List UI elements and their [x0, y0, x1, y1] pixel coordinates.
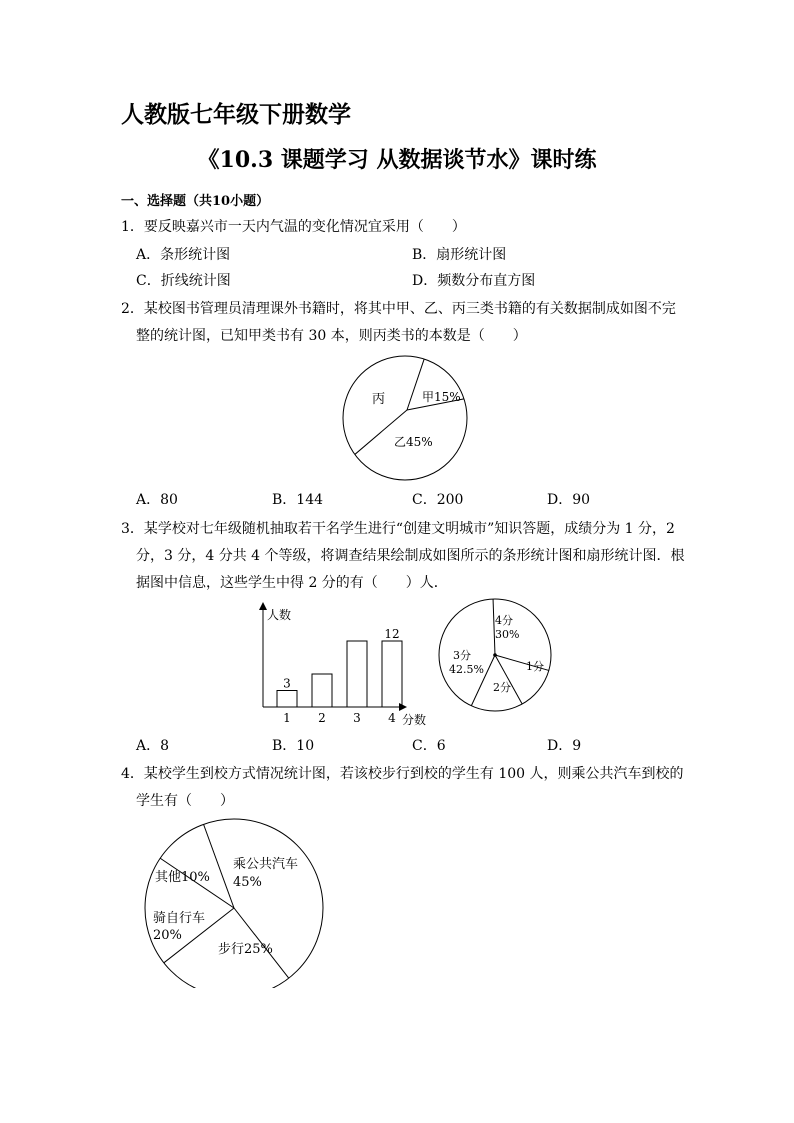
q2-option-a: A．80 — [136, 492, 178, 508]
q3-label-1: 1分 — [526, 660, 544, 673]
q1-option-b: B．扇形统计图 — [412, 247, 507, 263]
q3-label-2: 2分 — [493, 681, 511, 694]
q3-bar-4 — [382, 641, 402, 707]
q3-option-b: B．10 — [272, 738, 315, 754]
q2-label-jia: 甲15% — [422, 390, 461, 404]
document-subtitle: 《10.3 课题学习 从数据谈节水》课时练 — [197, 147, 597, 173]
q3-bar-1 — [277, 691, 297, 708]
q3-option-a: A．8 — [136, 738, 170, 754]
q2-pie-outline — [343, 356, 467, 480]
q3-x-axis-label: 分数 — [402, 713, 427, 727]
q3-slice-boundary-3 — [495, 655, 522, 704]
question-2-line-1: 2．某校图书管理员清理课外书籍时，将其中甲、乙、丙三类书籍的有关数据制成如图不完 — [121, 301, 676, 317]
document-title: 人教版七年级下册数学 — [121, 101, 351, 128]
q2-option-c: C．200 — [412, 492, 464, 508]
question-4-line-1: 4．某校学生到校方式情况统计图，若该校步行到校的学生有 100 人，则乘公共汽车到校的 — [121, 766, 684, 782]
q3-pie-center — [493, 653, 497, 657]
q3-option-d: D．9 — [547, 738, 582, 754]
q4-label-other: 其他10% — [155, 870, 210, 885]
q3-x-tick-2: 2 — [318, 711, 326, 725]
q3-bar-label-1: 3 — [283, 676, 291, 691]
q2-label-yi: 乙45% — [394, 435, 433, 449]
q3-bar-label-4: 12 — [384, 627, 400, 641]
q3-pie-chart — [435, 595, 555, 717]
q1-option-c: C．折线统计图 — [136, 273, 231, 289]
q1-option-a: A．条形统计图 — [136, 247, 231, 263]
q4-pie-chart — [138, 812, 334, 988]
question-2-line-2: 整的统计图，已知甲类书有 30 本，则丙类书的本数是（ ） — [136, 328, 527, 344]
question-3-line-3: 据图中信息，这些学生中得 2 分的有（ ）人． — [136, 575, 448, 591]
q4-label-walk: 步行25% — [218, 942, 273, 957]
q3-x-tick-1: 1 — [283, 711, 291, 725]
q4-pie-outline — [145, 819, 323, 988]
q3-x-tick-4: 4 — [388, 711, 396, 725]
q2-pie-chart — [330, 348, 480, 488]
q4-slice-boundary-1 — [204, 824, 234, 908]
q1-option-d: D．频数分布直方图 — [412, 273, 536, 289]
question-3-line-2: 分，3 分，4 分共 4 个等级，将调查结果绘制成如图所示的条形统计图和扇形统计图．根 — [136, 548, 685, 564]
q3-option-c: C．6 — [412, 738, 446, 754]
q3-bar-3 — [347, 641, 367, 707]
q3-label-4: 4分 — [495, 614, 513, 627]
q3-label-4-pct: 30% — [495, 628, 520, 641]
q3-bar-chart — [245, 600, 445, 730]
q4-label-bus: 乘公共汽车 — [233, 857, 299, 872]
q3-bar-2 — [312, 674, 332, 707]
question-1-text: 1．要反映嘉兴市一天内气温的变化情况宜采用（ ） — [121, 219, 466, 235]
q4-label-bike-pct: 20% — [153, 928, 182, 943]
q2-option-d: D．90 — [547, 492, 591, 508]
q3-label-3: 3分 — [453, 649, 471, 662]
q3-y-axis-label: 人数 — [267, 608, 292, 622]
q2-option-b: B．144 — [272, 492, 324, 508]
q3-x-tick-3: 3 — [353, 711, 361, 725]
q3-label-3-pct: 42.5% — [449, 663, 484, 676]
question-4-line-2: 学生有（ ） — [136, 793, 234, 809]
q4-label-bike: 骑自行车 — [153, 911, 206, 926]
section-title: 一、选择题（共10小题） — [121, 194, 270, 209]
question-3-line-1: 3．某学校对七年级随机抽取若干名学生进行“创建文明城市”知识答题，成绩分为 1 分，2 — [121, 521, 675, 537]
q2-label-bing: 丙 — [372, 392, 386, 407]
q4-label-bus-pct: 45% — [233, 875, 262, 890]
